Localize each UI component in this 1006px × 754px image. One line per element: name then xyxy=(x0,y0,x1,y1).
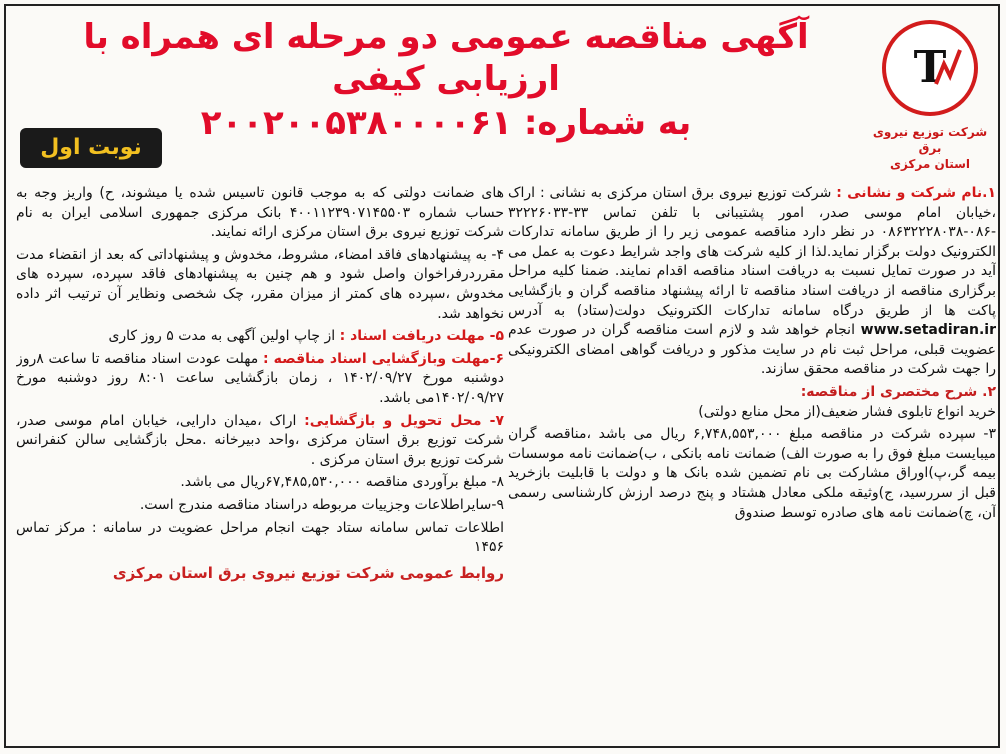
section-2-body: خرید انواع تابلوی فشار ضعیف(از محل منابع دولتی) xyxy=(698,403,996,420)
section-6-heading: ۶-مهلت وبازگشایی اسناد مناقصه : xyxy=(262,350,504,367)
logo-caption xyxy=(870,124,990,172)
section-9: ۹-سایراطلاعات وجزییات مربوطه دراسناد مناقصه مندرج است. xyxy=(139,496,504,513)
company-logo xyxy=(870,20,990,180)
section-1 xyxy=(508,184,996,380)
section-6-body: مهلت عودت اسناد مناقصه تا ساعت ۸روز دوشنبه مورخ ۱۴۰۲/۰۹/۲۷ ، زمان بازگشایی ساعت ۸:۰۱ روز دوشنبه مورخ ۱۴۰۲/۰۹/۲۷می باشد. xyxy=(16,350,504,406)
section-7-heading: ۷- محل تحویل و بازگشایی: xyxy=(304,412,504,429)
left-column xyxy=(16,184,504,740)
section-6 xyxy=(16,350,504,409)
section-5-body: از چاپ اولین آگهی به مدت ۵ روز کاری xyxy=(108,328,336,345)
contact-info: اطلاعات تماس سامانه ستاد جهت انجام مراحل عضویت در سامانه : مرکز تماس ۱۴۵۶ xyxy=(16,519,504,556)
public-relations-signature: روابط عمومی شرکت توزیع نیروی برق استان مرکزی xyxy=(112,563,504,582)
section-7-body: اراک ،میدان دارایی، خیابان امام موسی صدر، شرکت توزیع برق استان مرکزی ،واحد دبیرخانه .محل بازگشایی سالن کنفرانس شرکت توزیع برق استان مرکزی . xyxy=(16,412,504,468)
section-2 xyxy=(508,383,996,422)
lightning-icon xyxy=(886,24,974,112)
section-5 xyxy=(16,327,504,347)
round-badge: نوبت اول xyxy=(20,128,162,168)
logo-emblem xyxy=(882,20,978,116)
section-4: ۴- به پیشنهادهای فاقد امضاء، مشروط، مخدوش و پیشنهاداتی که بعد از انقضاء مدت مقرردرفراخوان واصل شود و هم چنین به پیشنهادهای فاقد سپرده، سپرده های مخدوش ،سپرده های کمتر از میزان مقرر، چک شخصی ونظایر آن ترتیب اثر داده نخواهد شد. xyxy=(16,246,504,322)
section-1-body-cont: انجام خواهد شد و لازم است مناقصه گران در صورت عدم عضویت قبلی، مراحل ثبت نام در سایت مذکور و دریافت گواهی امضای الکترونیکی را جهت شرکت در مناقصه محقق سازند. xyxy=(508,322,996,378)
section-3-cont: های ضمانت دولتی که به موجب قانون تاسیس شده یا میشوند، ح) واریز وجه به حساب شماره ۴۰۰۱۱۲۳۹۰۷۱۴۵۵۰۳ بانک مرکزی جمهوری اسلامی ایران به نام شرکت توزیع نیروی برق استان مرکزی ارائه نمایند. xyxy=(16,185,504,241)
title-line1: آگهی مناقصه عمومی دو مرحله ای همراه با ارزیابی کیفی xyxy=(83,17,809,99)
setad-url-link[interactable]: www.setadiran.ir xyxy=(860,322,996,339)
section-2-heading: ۲. شرح مختصری از مناقصه: xyxy=(800,383,996,400)
notice-body xyxy=(16,184,996,744)
section-7 xyxy=(16,412,504,471)
right-column xyxy=(508,184,996,740)
section-1-heading: ۱.نام شرکت و نشانی : xyxy=(836,185,996,201)
notice-title xyxy=(40,16,852,144)
section-5-heading: ۵- مهلت دریافت اسناد : xyxy=(339,328,504,345)
section-1-body: شرکت توزیع نیروی برق استان مرکزی به نشانی : اراک ،خیابان امام موسی صدر، امور پشتیبانی با تلفن تماس ۳۳-۳۲۲۲۶۰۳۳ -۰۸۶-۰۸۶۳۲۲۲۸۰۳۸ در نظر دارد مناقصه عمومی زیر را از طریق سامانه تدارکات الکترونیک دولت برگزار نماید.لذا از کلیه شرکت های واجد شرایط دعوت به عمل می آید در صورت تمایل نسبت به دریافت اسناد مناقصه اقدام نمایند. ضمنا کلیه مراحل برگزاری مناقصه از دریافت اسناد مناقصه تا ارائه پیشنهاد مناقصه گران و بازگشایی پاکت ها از طریق درگاه سامانه تدارکات الکترونیک دولت(ستاد) به آدرس xyxy=(508,185,996,319)
section-8: ۸- مبلغ برآوردی مناقصه ۶۷,۴۸۵,۵۳۰,۰۰۰ریال می باشد. xyxy=(180,474,504,491)
logo-letter: T xyxy=(913,42,947,93)
section-3: ۳- سپرده شرکت در مناقصه مبلغ ۶,۷۴۸,۵۵۳,۰۰۰ ریال می باشد ،مناقصه گران میبایست مبلغ فوق را به صورت الف) ضمانت نامه بانکی ، ب)ضمانت نامه موسسات بیمه گر،پ)اوراق مشارکت بی نام تضمین شده بانک ها و دولت با قابلیت بازخرید قبل از سررسید، ج)وثیقه ملکی معادل هشتاد و پنج درصد ارزش کارشناسی رسمی آن، چ)ضمانت نامه های صادره توسط صندوق xyxy=(508,426,996,521)
title-number: به شماره: ۲۰۰۲۰۰۵۳۸۰۰۰۰۶۱ xyxy=(200,103,692,143)
logo-text-line1: شرکت توزیع نیروی برق xyxy=(872,125,988,155)
logo-text-line2: استان مرکزی xyxy=(889,157,971,171)
